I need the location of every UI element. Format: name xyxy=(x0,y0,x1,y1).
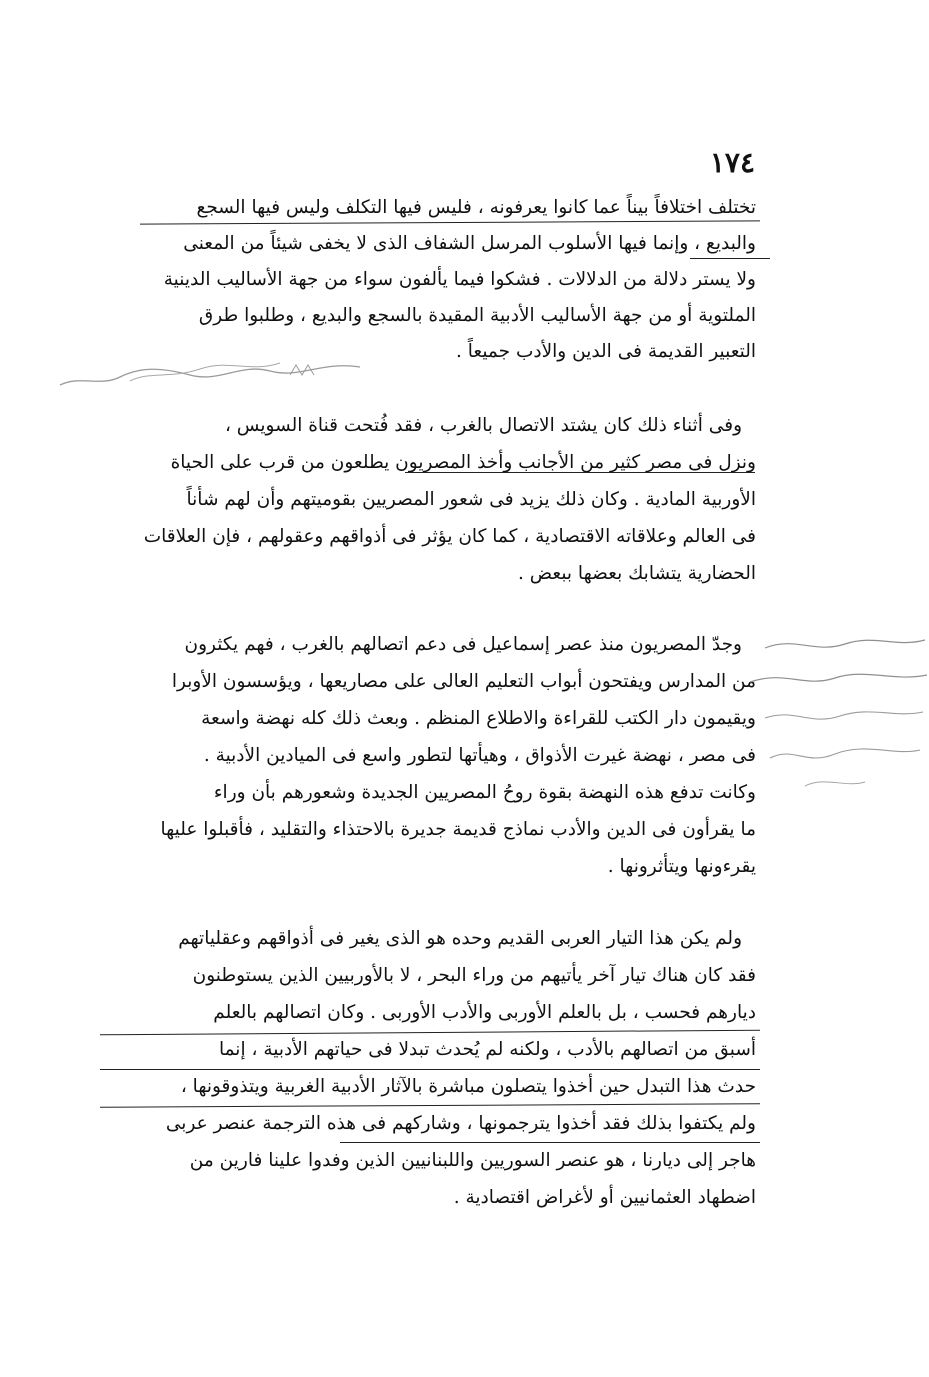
text-line: ولم يكتفوا بذلك فقد أخذوا يترجمونها ، وشاركهم فى هذه الترجمة عنصر عربى xyxy=(165,1113,756,1134)
pen-underline xyxy=(100,1069,760,1070)
text-line: الملتوية أو من جهة الأساليب الأدبية المقيدة بالسجع والبديع ، وطلبوا طرق xyxy=(198,305,756,326)
text-line: والبديع ، وإنما فيها الأسلوب المرسل الشفاف الذى لا يخفى شيئاً من المعنى xyxy=(183,233,756,254)
text-line: التعبير القديمة فى الدين والأدب جميعاً . xyxy=(456,341,756,362)
text-line: يقرءونها ويتأثرونها . xyxy=(607,856,756,877)
text-line: فى مصر ، نهضة غيرت الأذواق ، وهيأتها لتطور واسع فى الميادين الأدبية . xyxy=(203,745,756,766)
text-line: ولا يستر دلالة من الدلالات . فشكوا فيما يألفون سواء من جهة الأساليب الدينية xyxy=(163,269,756,290)
text-line: تختلف اختلافاً بيناً عما كانوا يعرفونه ، فليس فيها التكلف وليس فيها السجع xyxy=(196,197,756,218)
text-line: الحضارية يتشابك بعضها ببعض . xyxy=(517,563,756,584)
text-line: ويقيمون دار الكتب للقراءة والاطلاع المنظم . وبعث ذلك كله نهضة واسعة xyxy=(201,708,756,729)
text-line: فقد كان هناك تيار آخر يأتيهم من وراء البحر ، لا بالأوربيين الذين يستوطنون xyxy=(192,965,756,986)
text-line: هاجر إلى ديارنا ، هو عنصر السوريين واللبنانيين الذين وفدوا علينا فارين من xyxy=(189,1150,756,1171)
text-line: حدث هذا التبدل حين أخذوا يتصلون مباشرة بالآثار الأدبية الغربية ويتذوقونها ، xyxy=(180,1076,756,1097)
text-line: أسبق من اتصالهم بالأدب ، ولكنه لم يُحدث تبدلا فى حياتهم الأدبية ، إنما xyxy=(218,1039,756,1060)
pen-underline xyxy=(405,472,755,473)
text-line: ما يقرأون فى الدين والأدب نماذج قديمة جديرة بالاحتذاء والتقليد ، فأقبلوا عليها xyxy=(160,819,756,840)
text-line: وكانت تدفع هذه النهضة بقوة روحُ المصريين الجديدة وشعورهم بأن وراء xyxy=(213,782,756,803)
page-number: ١٧٤ xyxy=(709,146,755,179)
text-line: ولم يكن هذا التيار العربى القديم وحده هو الذى يغير فى أذواقهم وعقلياتهم xyxy=(178,928,742,949)
text-line: وفى أثناء ذلك كان يشتد الاتصال بالغرب ، فقد فُتحت قناة السويس ، xyxy=(224,415,742,436)
margin-handwriting xyxy=(60,355,390,395)
text-line: ونزل فى مصر كثير من الأجانب وأخذ المصريون يطلعون من قرب على الحياة xyxy=(170,452,756,473)
pen-underline xyxy=(690,258,770,259)
text-line: اضطهاد العثمانيين أو لأغراض اقتصادية . xyxy=(453,1187,756,1208)
text-line: وجدّ المصريون منذ عصر إسماعيل فى دعم اتصالهم بالغرب ، فهم يكثرون xyxy=(184,634,742,655)
text-line: من المدارس ويفتحون أبواب التعليم العالى على مصاريعها ، ويؤسسون الأوبرا xyxy=(171,671,756,692)
margin-handwriting xyxy=(745,630,929,800)
text-line: فى العالم وعلاقاته الاقتصادية ، كما كان يؤثر فى أذواقهم وعقولهم ، فإن العلاقات xyxy=(143,526,756,547)
text-line: الأوربية المادية . وكان ذلك يزيد فى شعور المصريين بقوميتهم وأن لهم شأناً xyxy=(186,489,756,510)
pen-underline xyxy=(340,1142,760,1143)
text-line: ديارهم فحسب ، بل بالعلم الأوربى والأدب الأوربى . وكان اتصالهم بالعلم xyxy=(213,1002,756,1023)
